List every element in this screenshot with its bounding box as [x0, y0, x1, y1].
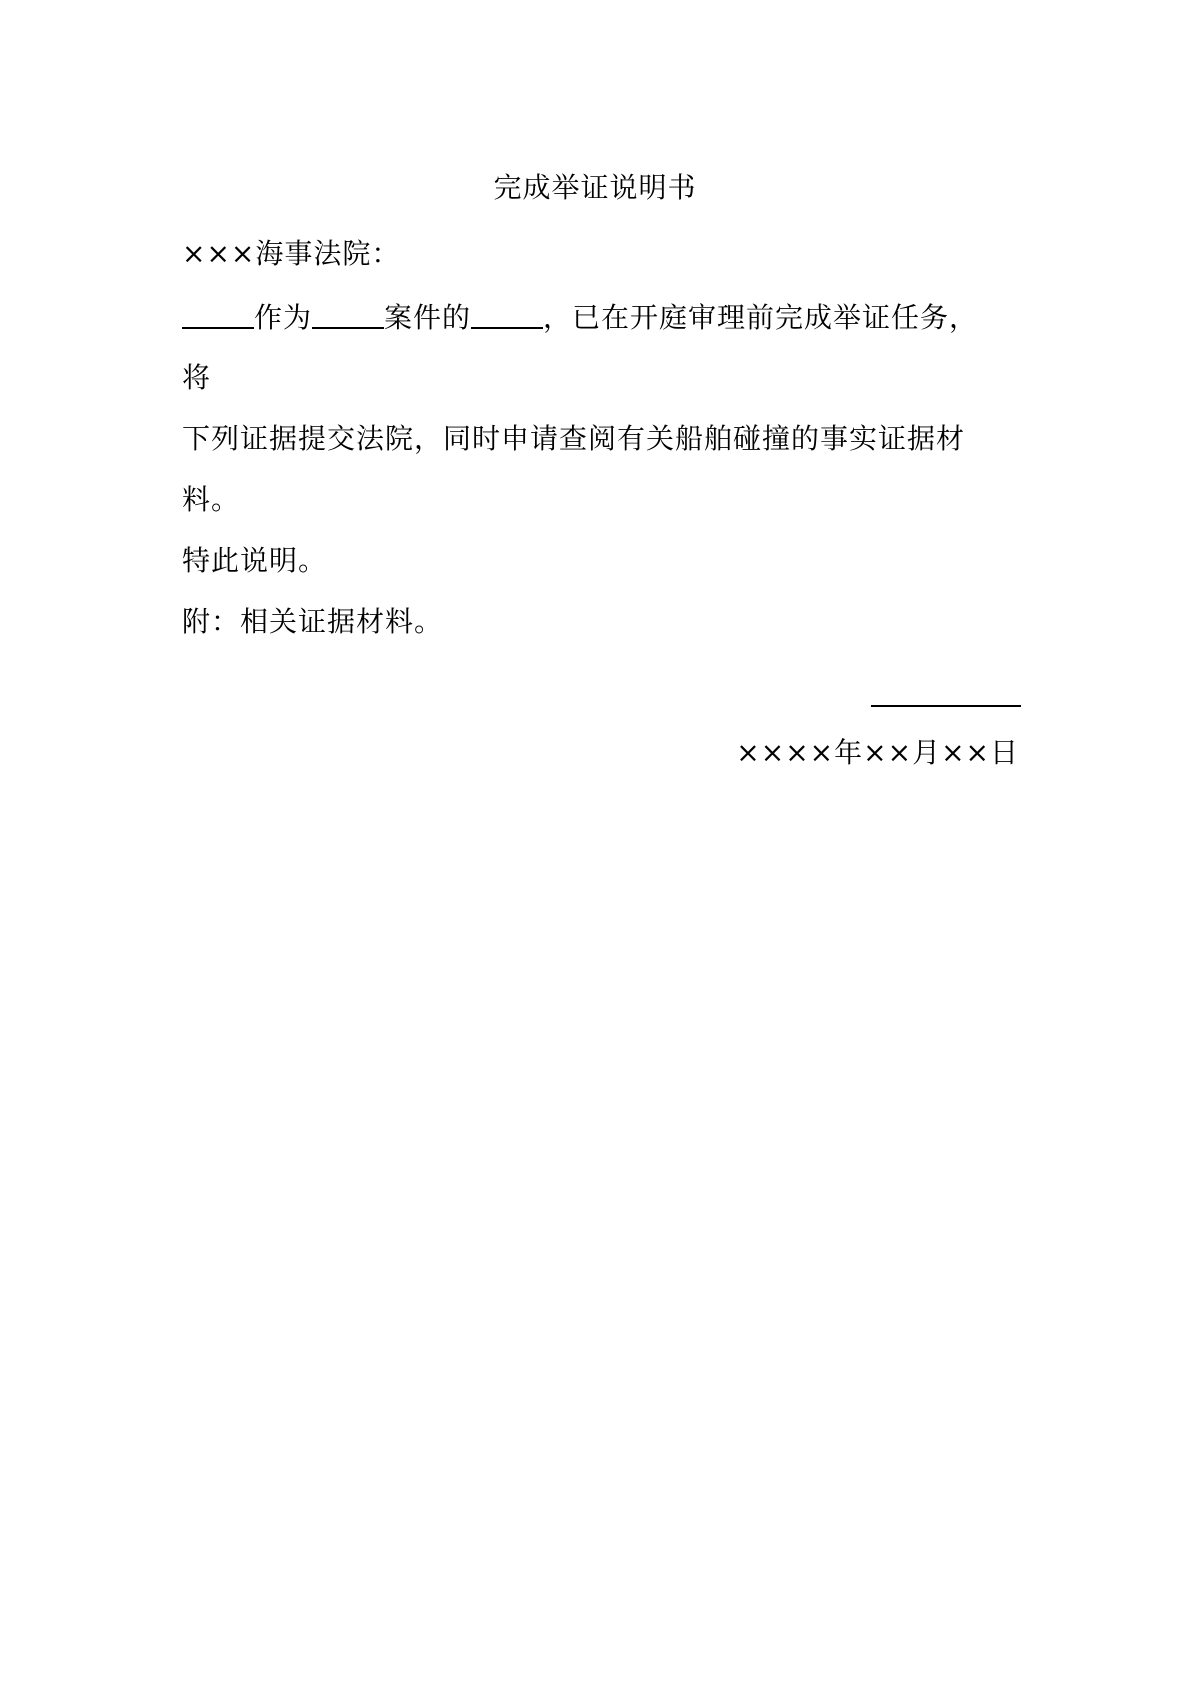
body-line-3: 下列证据提交法院，同时申请查阅有关船舶碰撞的事实证据材 [182, 422, 966, 455]
body-line-2: 将 [182, 361, 212, 394]
body-segment-2: 案件的 [384, 301, 472, 334]
body-segment-3: ，已在开庭审理前完成举证任务， [543, 301, 979, 334]
blank-case-name [312, 297, 384, 329]
document-date: ××××年××月××日 [736, 736, 1019, 769]
closing-statement: 特此说明。 [182, 544, 328, 577]
document-title: 完成举证说明书 [493, 171, 697, 204]
attachment-note: 附：相关证据材料。 [182, 605, 444, 638]
body-segment-1: 作为 [254, 301, 313, 334]
body-line-4: 料。 [182, 483, 241, 516]
blank-party-name [182, 297, 254, 329]
blank-party-role [471, 297, 543, 329]
addressee: ×××海事法院： [182, 237, 401, 270]
signature-line [871, 705, 1021, 707]
body-line-1 [182, 297, 978, 338]
